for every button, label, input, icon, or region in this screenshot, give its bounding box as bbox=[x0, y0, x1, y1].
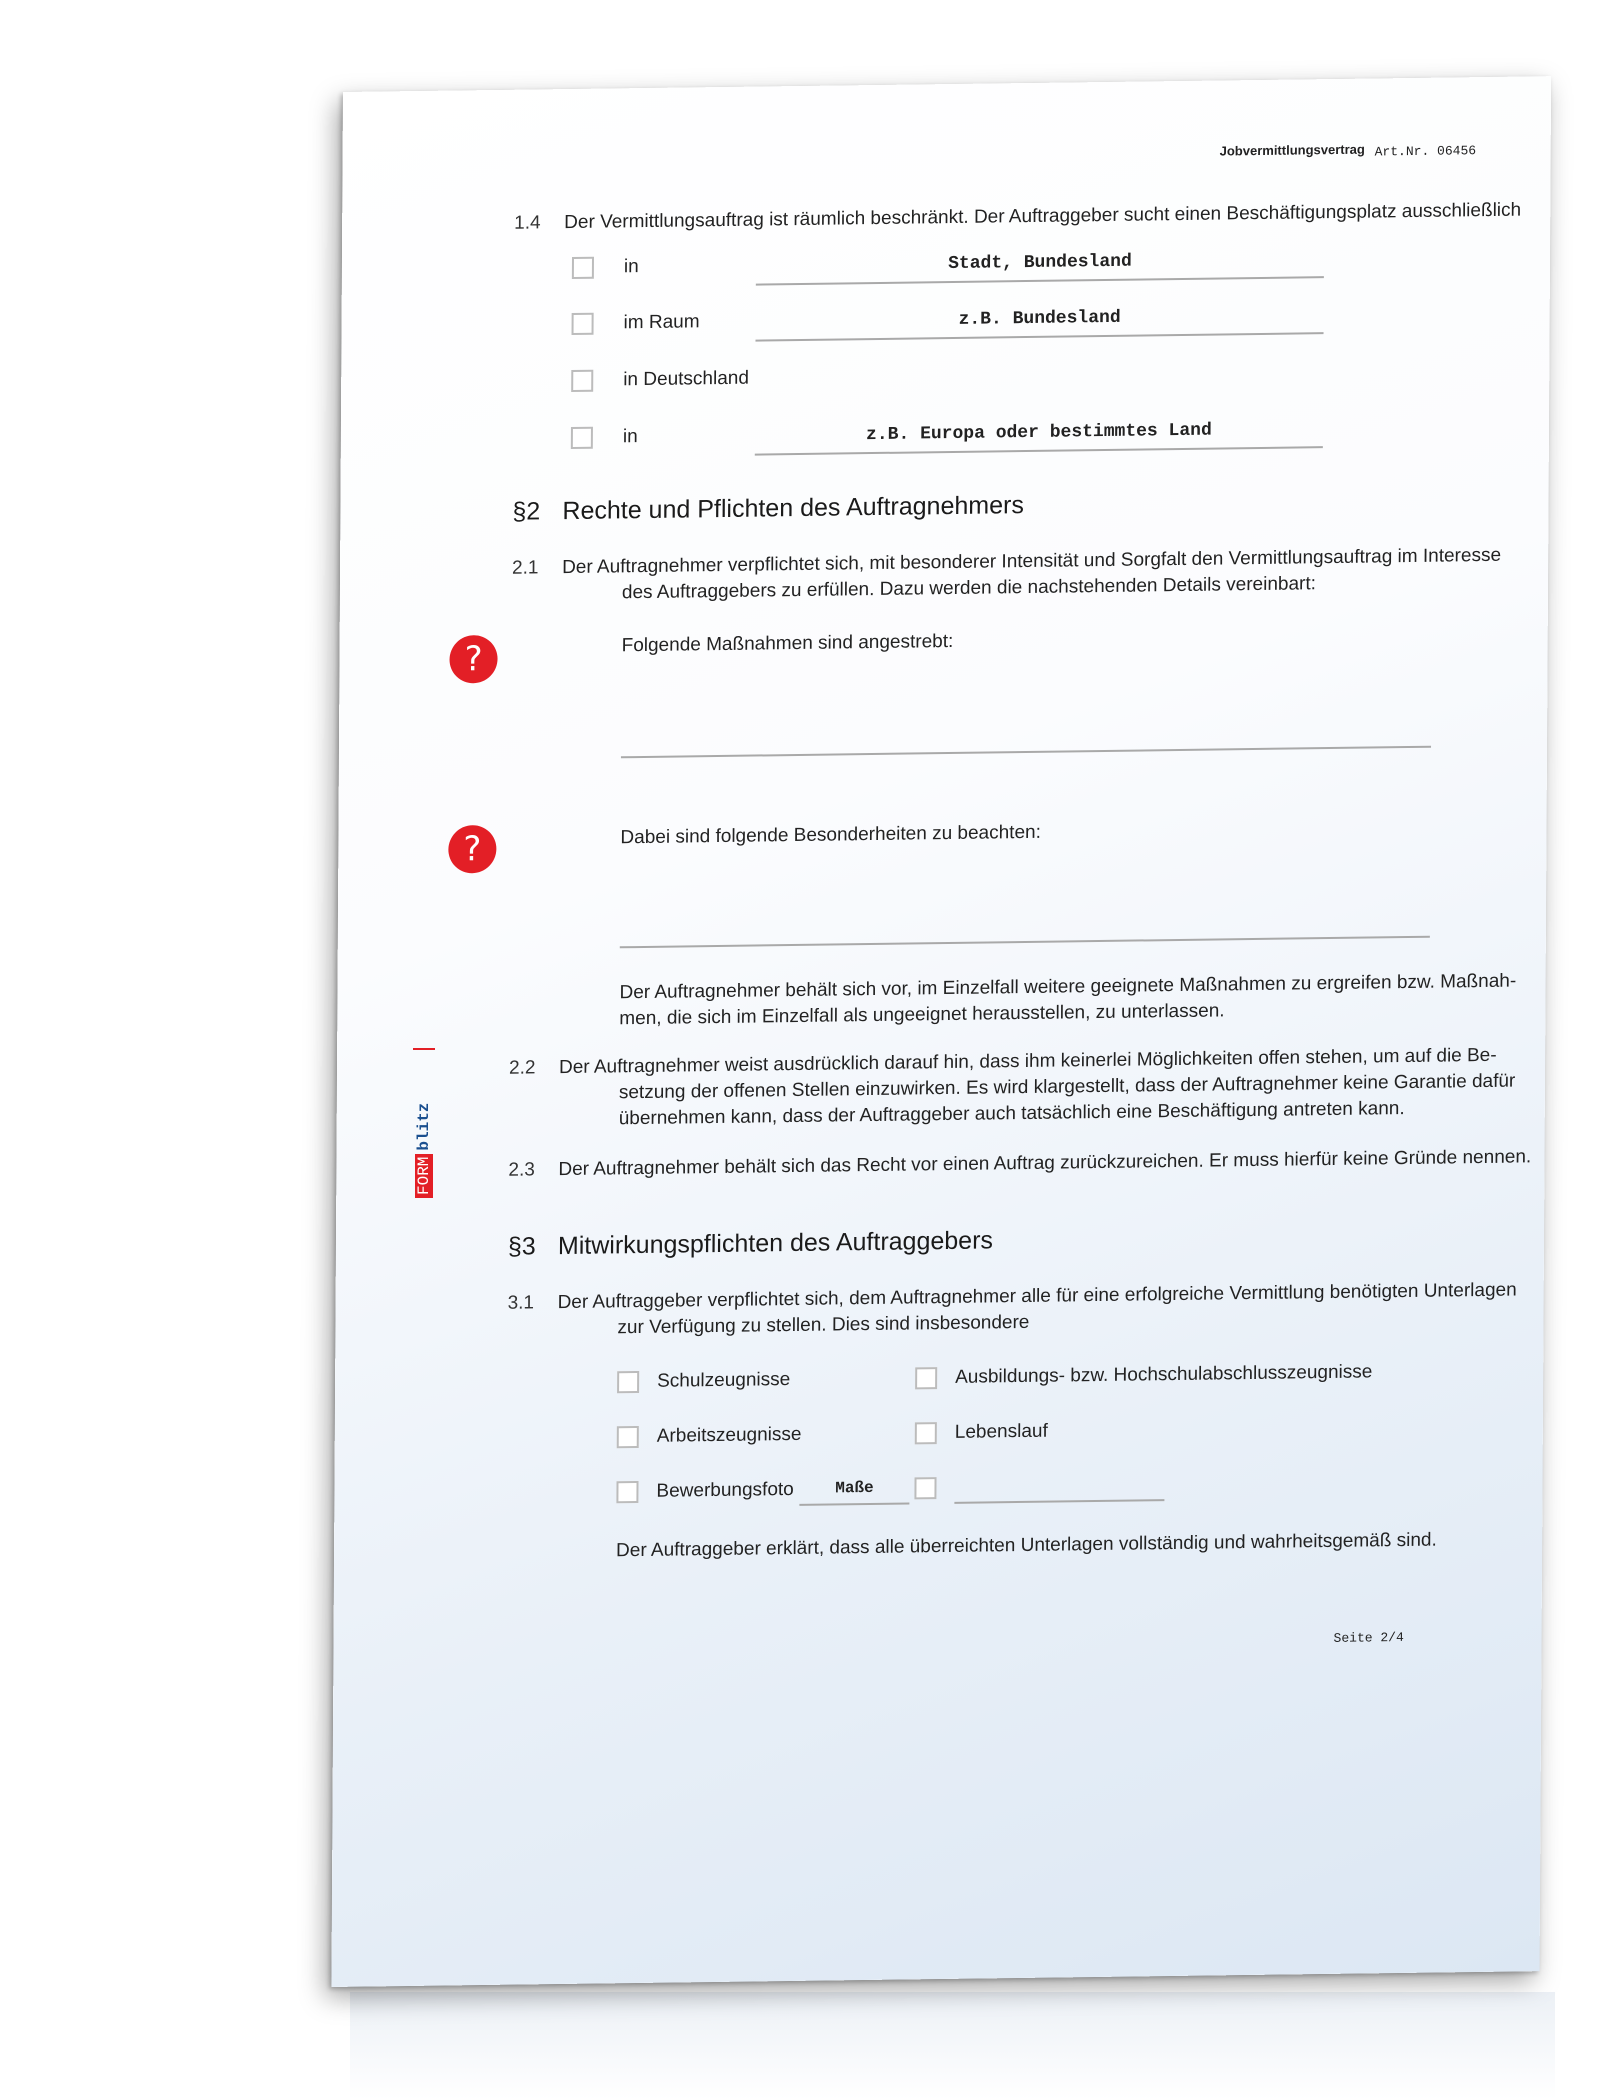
logo-blitz-text: blitz bbox=[415, 1102, 433, 1151]
field-label: Dabei sind folgende Besonderheiten zu beachten: bbox=[620, 821, 1041, 849]
document-page bbox=[331, 76, 1551, 1987]
question-mark-icon[interactable]: ? bbox=[449, 635, 497, 684]
option-label: in bbox=[623, 256, 639, 278]
paragraph-text: Der Auftragnehmer behält sich das Recht vor einen Auftrag zurückzureichen. Er muss hierfür keine Gründe nennen. bbox=[558, 1146, 1532, 1181]
paragraph-number: 2.2 bbox=[508, 1057, 536, 1079]
logo-text bbox=[413, 1100, 435, 1198]
checkbox-label: Bewerbungsfoto bbox=[656, 1478, 794, 1502]
sonstiges-field-line[interactable] bbox=[954, 1499, 1164, 1504]
page-reflection bbox=[350, 1992, 1555, 2100]
checkbox-label: Ausbildungs- bzw. Hochschulabschlusszeugnisse bbox=[955, 1361, 1373, 1388]
paragraph-text: Der Auftragnehmer weist ausdrücklich darauf hin, dass ihm keinerlei Möglichkeiten offen stehen, um auf die Be- bbox=[558, 1044, 1497, 1079]
field-city-value[interactable]: Stadt, Bundesland bbox=[948, 251, 1132, 275]
paragraph-text: setzung der offenen Stellen einzuwirken. Es wird klargestellt, dass der Auftragnehmer keine Garantie dafür bbox=[618, 1070, 1516, 1104]
paragraph-text: übernehmen kann, dass der Auftraggeber auch tatsächlich eine Beschäftigung antreten kann. bbox=[618, 1098, 1405, 1130]
field-other-value[interactable]: z.B. Europa oder bestimmtes Land bbox=[866, 420, 1212, 446]
option-label: in Deutschland bbox=[623, 367, 750, 391]
logo-form-text: FORM bbox=[415, 1154, 433, 1198]
paragraph-number: 2.1 bbox=[512, 557, 539, 579]
field-label: Folgende Maßnahmen sind angestrebt: bbox=[621, 630, 954, 657]
option-label: im Raum bbox=[623, 311, 700, 334]
checkbox-lebenslauf[interactable] bbox=[915, 1422, 937, 1444]
paragraph-text: Der Vermittlungsauftrag ist räumlich beschränkt. Der Auftraggeber sucht einen Beschäftigungsplatz ausschließlich bbox=[564, 199, 1522, 234]
checkbox-sonstiges[interactable] bbox=[914, 1477, 936, 1499]
checkbox-arbeitszeugnisse[interactable] bbox=[617, 1426, 639, 1448]
article-number: Art.Nr. 06456 bbox=[1374, 143, 1477, 160]
paragraph-text: Der Auftraggeber verpflichtet sich, dem Auftragnehmer alle für eine erfolgreiche Vermittlung benötigten Unterlagen bbox=[557, 1279, 1517, 1314]
section-number: §2 bbox=[512, 497, 541, 526]
checkbox-label: Lebenslauf bbox=[954, 1420, 1048, 1443]
question-mark-icon[interactable]: ? bbox=[448, 825, 496, 874]
paragraph-number: 2.3 bbox=[508, 1159, 535, 1181]
paragraph-text: Der Auftragnehmer verpflichtet sich, mit besonderer Intensität und Sorgfalt den Vermittlungsauftrag im Interesse bbox=[562, 544, 1502, 579]
doc-title: Jobvermittlungsvertrag bbox=[1219, 141, 1365, 159]
field-underline bbox=[755, 446, 1323, 455]
paragraph-text: men, die sich im Einzelfall als ungeeignet herausstellen, zu unterlassen. bbox=[619, 1000, 1225, 1030]
checkbox-option-germany[interactable] bbox=[571, 370, 593, 392]
formblitz-logo bbox=[413, 1048, 435, 1198]
paragraph-text: des Auftraggebers zu erfüllen. Dazu werden die nachstehenden Details vereinbart: bbox=[621, 573, 1317, 604]
checkbox-label: Schulzeugnisse bbox=[657, 1369, 791, 1392]
foto-masse-field[interactable]: Maße bbox=[835, 1478, 874, 1498]
field-underline bbox=[799, 1502, 909, 1505]
paragraph-text: Der Auftragnehmer behält sich vor, im Einzelfall weitere geeignete Maßnahmen zu ergreifen bzw. Maßnah- bbox=[619, 970, 1517, 1004]
paragraph-text: zur Verfügung zu stellen. Dies sind insbesondere bbox=[617, 1311, 1030, 1339]
paragraph-text: Der Auftraggeber erklärt, dass alle überreichten Unterlagen vollständig und wahrheitsgemäß sind. bbox=[616, 1529, 1437, 1562]
massnahmen-field-line[interactable] bbox=[621, 746, 1431, 759]
option-label: in bbox=[622, 426, 638, 448]
section-number: 1.4 bbox=[514, 212, 541, 234]
checkbox-bewerbungsfoto[interactable] bbox=[616, 1481, 638, 1503]
page-number: Seite 2/4 bbox=[1333, 1629, 1404, 1646]
paragraph-number: 3.1 bbox=[507, 1292, 535, 1314]
section-heading: Mitwirkungspflichten des Auftraggebers bbox=[557, 1226, 994, 1261]
section-heading: Rechte und Pflichten des Auftragnehmers bbox=[562, 491, 1024, 526]
besonderheiten-field-line[interactable] bbox=[620, 936, 1430, 949]
field-underline bbox=[756, 276, 1324, 285]
checkbox-schulzeugnisse[interactable] bbox=[617, 1371, 639, 1393]
checkbox-option-region[interactable] bbox=[572, 313, 594, 335]
field-underline bbox=[755, 332, 1323, 341]
checkbox-label: Arbeitszeugnisse bbox=[656, 1423, 802, 1447]
field-region-value[interactable]: z.B. Bundesland bbox=[958, 307, 1121, 330]
checkbox-option-city[interactable] bbox=[572, 257, 594, 279]
checkbox-ausbildungszeugnisse[interactable] bbox=[915, 1367, 937, 1389]
section-number: §3 bbox=[507, 1232, 536, 1261]
checkbox-option-other[interactable] bbox=[571, 427, 593, 449]
